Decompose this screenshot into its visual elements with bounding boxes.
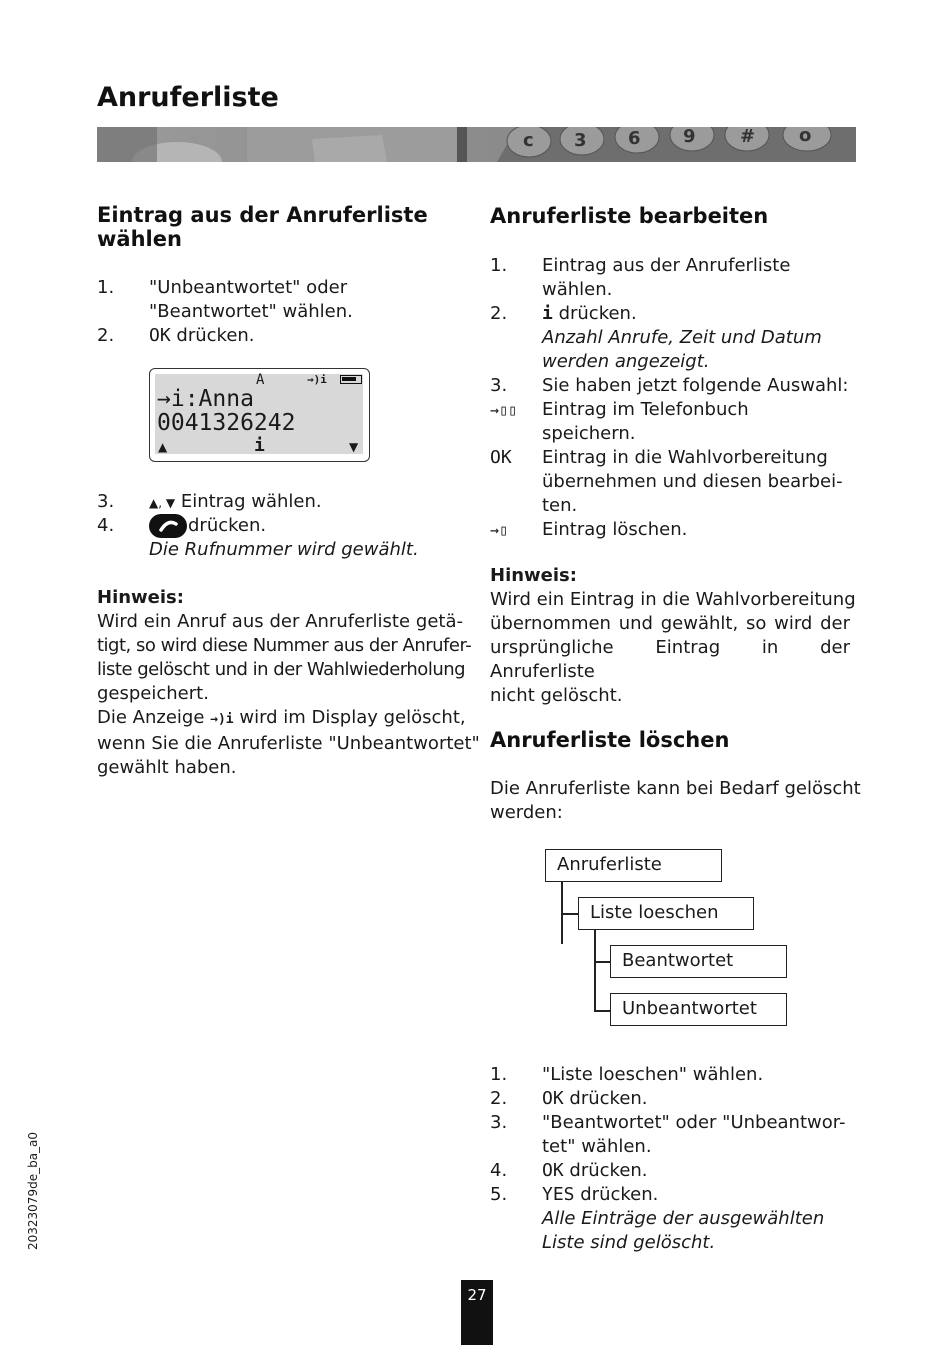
delete-key-icon: →▯ (490, 521, 509, 539)
step-result: Anzahl Anrufe, Zeit und Datum (542, 327, 822, 348)
step-text: Eintrag aus der Anruferliste (542, 255, 791, 276)
menu-tree-item: Beantwortet (610, 945, 787, 978)
option-text: ten. (542, 495, 578, 516)
step-text: "Liste loeschen" wählen. (542, 1064, 764, 1085)
section-heading-loeschen: Anruferliste löschen (490, 728, 730, 752)
lcd-top-letter: A (256, 372, 265, 388)
step-result: Liste sind gelöscht. (542, 1232, 716, 1253)
step-text: Sie haben jetzt folgende Auswahl: (542, 375, 849, 396)
step-number: 1. (490, 1064, 508, 1085)
step-result: Die Rufnummer wird gewählt. (149, 539, 419, 560)
step-text-part: drücken. (170, 325, 255, 346)
step-text: drücken. (188, 515, 267, 536)
hinweis-line: nicht gelöscht. (490, 685, 623, 706)
step-text: "Unbeantwortet" oder (149, 277, 348, 298)
yes-key-label: YES (542, 1184, 575, 1205)
svg-text:c: c (523, 130, 534, 151)
hinweis-line: ursprüngliche Eintrag in der Anruferliste (490, 637, 850, 682)
section-heading-bearbeiten: Anruferliste bearbeiten (490, 204, 769, 228)
step-text-part: drücken. (563, 1088, 648, 1109)
page-number-tab (461, 1280, 493, 1345)
step-text (542, 1087, 648, 1111)
page-number: 27 (467, 1286, 487, 1304)
step-number: 3. (97, 491, 115, 512)
heading-line: wählen (97, 227, 182, 251)
step-number: 2. (97, 325, 115, 346)
svg-text:3: 3 (574, 130, 587, 151)
step-number: 5. (490, 1184, 508, 1205)
svg-text:9: 9 (683, 127, 696, 147)
hinweis-text (490, 588, 856, 708)
step-text (542, 302, 637, 326)
scroll-down-icon: ▼ (349, 440, 359, 454)
option-text: Eintrag im Telefonbuch (542, 399, 749, 420)
lcd-info-softkey: i (254, 435, 265, 456)
hinweis-line: wenn Sie die Anruferliste "Unbeantwortet" (97, 733, 480, 754)
hinweis-text-part: Die Anzeige (97, 707, 205, 728)
hinweis-line: tigt, so wird diese Nummer aus der Anrufer- (97, 635, 472, 656)
step-number: 1. (490, 255, 508, 276)
step-number: 1. (97, 277, 115, 298)
scroll-up-down-icon: ▲, ▼ (149, 496, 176, 510)
hinweis-text-part: wird im Display gelöscht, (233, 707, 466, 728)
lcd-line-2: 0041326242 (157, 410, 296, 436)
battery-icon (340, 375, 362, 384)
intro-text (490, 777, 861, 825)
step-number: 3. (490, 375, 508, 396)
hinweis-line: liste gelöscht und in der Wahlwiederholung (97, 659, 466, 680)
svg-text:#: # (740, 127, 756, 147)
step-text-part: Eintrag wählen. (175, 491, 322, 512)
menu-tree-item: Liste loeschen (578, 897, 754, 930)
svg-text:6: 6 (628, 128, 641, 149)
step-number: 4. (97, 515, 115, 536)
option-text: speichern. (542, 423, 636, 444)
step-text: tet" wählen. (542, 1136, 652, 1157)
intro-line: Die Anruferliste kann bei Bedarf gelöscht (490, 778, 861, 799)
step-text-part: drücken. (552, 303, 637, 324)
info-key-label: i (542, 303, 553, 324)
ok-key-label: OK (542, 1160, 564, 1181)
heading-line: Eintrag aus der Anruferliste (97, 203, 428, 227)
phonebook-save-key-icon: →▯▯ (490, 401, 518, 419)
scroll-up-icon: ▲ (158, 440, 168, 454)
tree-connector (561, 913, 578, 915)
step-text: wählen. (542, 279, 613, 300)
ok-key-label: OK (490, 447, 512, 468)
option-text: Eintrag in die Wahlvorbereitung (542, 447, 828, 468)
ok-key-label: OK (149, 325, 171, 346)
lcd-display (149, 368, 370, 462)
step-number: 3. (490, 1112, 508, 1133)
step-result: Alle Einträge der ausgewählten (542, 1208, 825, 1229)
svg-text:o: o (799, 127, 812, 146)
step-text-part: drücken. (574, 1184, 659, 1205)
lcd-missed-call-icon: →)i (307, 373, 327, 386)
document-code: 20323079de_ba_a0 (26, 1131, 40, 1250)
menu-tree-root: Anruferliste (545, 849, 722, 882)
tree-connector (594, 1010, 610, 1012)
hinweis-label: Hinweis: (490, 565, 577, 586)
hinweis-line: übernommen und gewählt, so wird der (490, 613, 850, 634)
step-result: werden angezeigt. (542, 351, 710, 372)
page-title: Anruferliste (97, 82, 279, 113)
step-text (542, 1159, 648, 1183)
hinweis-line: gespeichert. (97, 683, 209, 704)
hinweis-text (97, 610, 480, 780)
hinweis-line: gewählt haben. (97, 757, 237, 778)
menu-tree-item: Unbeantwortet (610, 993, 787, 1026)
hinweis-label: Hinweis: (97, 587, 184, 608)
hinweis-line (97, 706, 466, 732)
step-text: "Beantwortet" oder "Unbeantwor- (542, 1112, 846, 1133)
option-text: Eintrag löschen. (542, 519, 688, 540)
step-number: 2. (490, 1088, 508, 1109)
step-text (542, 1183, 658, 1207)
step-text (149, 490, 322, 515)
step-number: 2. (490, 303, 508, 324)
step-number: 4. (490, 1160, 508, 1181)
intro-line: werden: (490, 802, 563, 823)
hinweis-line: Wird ein Eintrag in die Wahlvorbereitung (490, 589, 856, 610)
lcd-line-1: →i:Anna (157, 386, 254, 412)
missed-call-indicator-icon: →)i (210, 712, 234, 727)
step-text (149, 324, 255, 348)
phone-keypad-banner-image (97, 127, 856, 162)
option-text: übernehmen und diesen bearbei- (542, 471, 843, 492)
tree-connector (594, 961, 610, 963)
section-heading-eintrag-waehlen (97, 203, 428, 251)
tree-connector (594, 930, 596, 1012)
call-key-icon (149, 514, 187, 538)
hinweis-line: Wird ein Anruf aus der Anruferliste getä- (97, 611, 463, 632)
step-text-part: drücken. (563, 1160, 648, 1181)
step-text: "Beantwortet" wählen. (149, 301, 353, 322)
ok-key-label: OK (542, 1088, 564, 1109)
